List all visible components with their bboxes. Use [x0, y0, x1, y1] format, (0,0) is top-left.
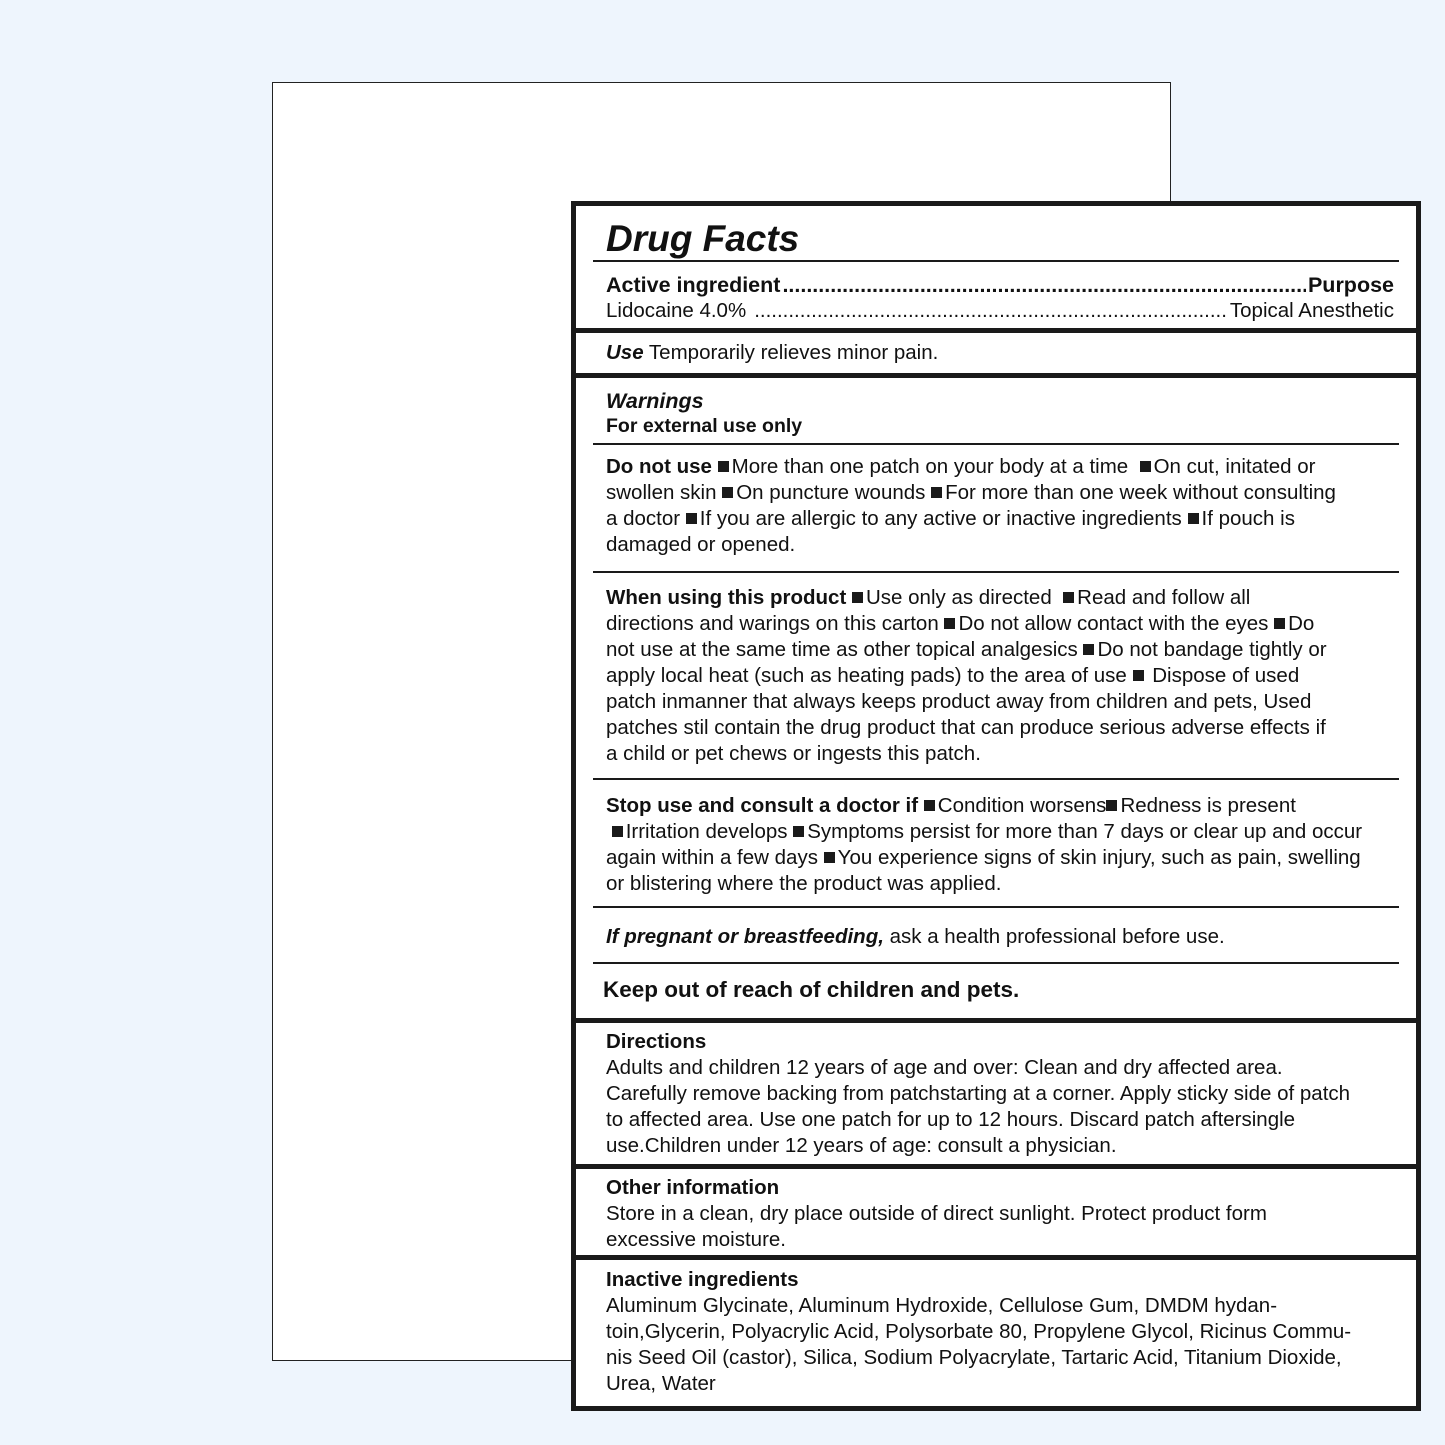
section-divider	[576, 373, 1416, 378]
divider	[593, 906, 1399, 908]
use-section	[606, 340, 938, 366]
bullet-square-icon	[718, 461, 729, 472]
bullet-text: Condition worsens	[937, 794, 1107, 817]
bullet-square-icon	[1083, 644, 1094, 655]
divider	[593, 778, 1399, 780]
bullet-square-icon	[793, 826, 804, 837]
bullet-square-icon	[612, 826, 623, 837]
bullet-text: Do not allow contact with the eyes	[958, 612, 1269, 635]
warnings-heading: Warnings	[606, 389, 704, 413]
pregnancy-warning	[606, 924, 1225, 950]
active-ingredient-heading: Active ingredient	[606, 273, 781, 297]
directions-line: Adults and children 12 years of age and over: Clean and dry affected area.	[606, 1056, 1283, 1079]
other-info-line: excessive moisture.	[606, 1228, 787, 1251]
inactive-ingredients-line: Aluminum Glycinate, Aluminum Hydroxide, Cellulose Gum, DMDM hydan-	[606, 1294, 1278, 1317]
divider	[593, 260, 1399, 262]
bullet-square-icon	[944, 618, 955, 629]
bullet-text: Use only as directed	[866, 586, 1052, 609]
inactive-ingredients-heading: Inactive ingredients	[606, 1268, 799, 1291]
active-ingredient-header	[606, 272, 1394, 298]
bullet-square-icon	[931, 487, 942, 498]
use-label: Use	[606, 341, 644, 364]
section-divider	[576, 1255, 1416, 1260]
divider	[593, 443, 1399, 445]
inactive-ingredients-line: toin,Glycerin, Polyacrylic Acid, Polysorbate 80, Propylene Glycol, Ricinus Commu-	[606, 1320, 1352, 1343]
use-text: Temporarily relieves minor pain.	[643, 341, 939, 364]
bullet-text: Irritation develops	[625, 820, 788, 843]
pregnancy-label: If pregnant or breastfeeding,	[606, 925, 884, 948]
section-divider	[576, 328, 1416, 333]
other-info-line: Store in a clean, dry place outside of direct sunlight. Protect product form	[606, 1202, 1267, 1225]
purpose-heading: Purpose	[1307, 273, 1394, 297]
bullet-square-icon	[1188, 513, 1199, 524]
bullet-text: More than one patch on your body at a time	[731, 455, 1129, 478]
directions-heading: Directions	[606, 1030, 707, 1053]
keep-out-warning: Keep out of reach of children and pets.	[603, 977, 1020, 1002]
dot-leader	[754, 298, 1228, 323]
bullet-square-icon	[686, 513, 697, 524]
bullet-text: Redness is present	[1120, 794, 1296, 817]
section-divider	[576, 1018, 1416, 1023]
divider	[593, 962, 1399, 964]
when-using-label: When using this product	[606, 586, 847, 609]
drug-facts-panel: Drug Facts Active ingredient ..... Purpose Lidocaine 4.0% ..... Topical Anesthetic Use Temporarily relieves minor pain. Warnings For external use only Do not use More than one patch on your body at a time On cut, initated or swollen skin On puncture wounds For more than one week without consulting a doctor If you are allergic to any active or inactive ingredients If pouch is damaged or opened. When using this product Use only as directed Read and follow all directions and warings on this carton Do not allow contact with the eyes Do not use at the same time as other topical analgesics Do not bandage tightly or apply local heat (such as heating pads) to the area of use Dispose of used patch inmanner that always keeps product away from children and pets, Used patches stil contain the drug product that can produce serious adverse effects if a child or pet chews or ingests this patch. Stop use and consult a doctor if Condition worsens Redness is present Irritation develops Symptoms persist for more than 7 days or clear up and occur again within a few days You experience signs of skin injury, such as pain, swelling or blistering where the product was applied. If pregnant or breastfeeding, ask a health professional before use. Keep out of reach of children and pets. Directions Adults and children 12 years of age and over: Clean and dry affected area. Carefully remove backing from patchstarting at a corner. Apply sticky side of patch to affected area. Use one patch for up to 12 hours. Discard patch aftersingle use.Children under 12 years of age: consult a physician. Other information Store in a clean, dry place outside of direct sunlight. Protect product form excessive moisture. Inactive ingredients Aluminum Glycinate, Aluminum Hydroxide, Cellulose Gum, DMDM hydan- toin,Glycerin, Polyacrylic Acid, Polysorbate 80, Propylene Glycol, Ricinus Commu- nis Seed Oil (castor), Silica, Sodium Polyacrylate, Tartaric Acid, Titanium Dioxide, Urea, Water	[571, 201, 1421, 1411]
bullet-square-icon	[924, 800, 935, 811]
drug-facts-title: Drug Facts	[606, 218, 800, 259]
bullet-square-icon	[852, 592, 863, 603]
directions-line: Carefully remove backing from patchstarting at a corner. Apply sticky side of patch	[606, 1082, 1351, 1105]
other-info-heading: Other information	[606, 1176, 780, 1199]
directions-line: to affected area. Use one patch for up to 12 hours. Discard patch aftersingle	[606, 1108, 1296, 1131]
section-divider	[576, 1164, 1416, 1169]
label-card	[272, 82, 1394, 1395]
divider	[593, 571, 1399, 573]
inactive-ingredients-line: nis Seed Oil (castor), Silica, Sodium Polyacrylate, Tartaric Acid, Titanium Dioxide,	[606, 1346, 1342, 1369]
directions-line: use.Children under 12 years of age: consult a physician.	[606, 1134, 1117, 1157]
do-not-use-label: Do not use	[606, 455, 712, 478]
inactive-ingredients-line: Urea, Water	[606, 1372, 716, 1395]
bullet-square-icon	[722, 487, 733, 498]
ingredient-purpose: Topical Anesthetic	[1229, 299, 1394, 322]
bullet-text: If you are allergic to any active or inactive ingredients	[699, 507, 1182, 530]
stop-use-label: Stop use and consult a doctor if	[606, 794, 919, 817]
pregnancy-text: ask a health professional before use.	[883, 925, 1225, 948]
bullet-square-icon	[1106, 800, 1117, 811]
bullet-square-icon	[1140, 461, 1151, 472]
bullet-text: On puncture wounds	[736, 481, 926, 504]
dot-leader	[782, 272, 1306, 298]
bullet-square-icon	[824, 852, 835, 863]
ingredient-name: Lidocaine 4.0%	[606, 299, 747, 322]
bullet-square-icon	[1274, 618, 1285, 629]
external-use-note: For external use only	[606, 415, 803, 437]
active-ingredient-row	[606, 298, 1394, 323]
bullet-square-icon	[1133, 670, 1144, 681]
bullet-square-icon	[1063, 592, 1074, 603]
